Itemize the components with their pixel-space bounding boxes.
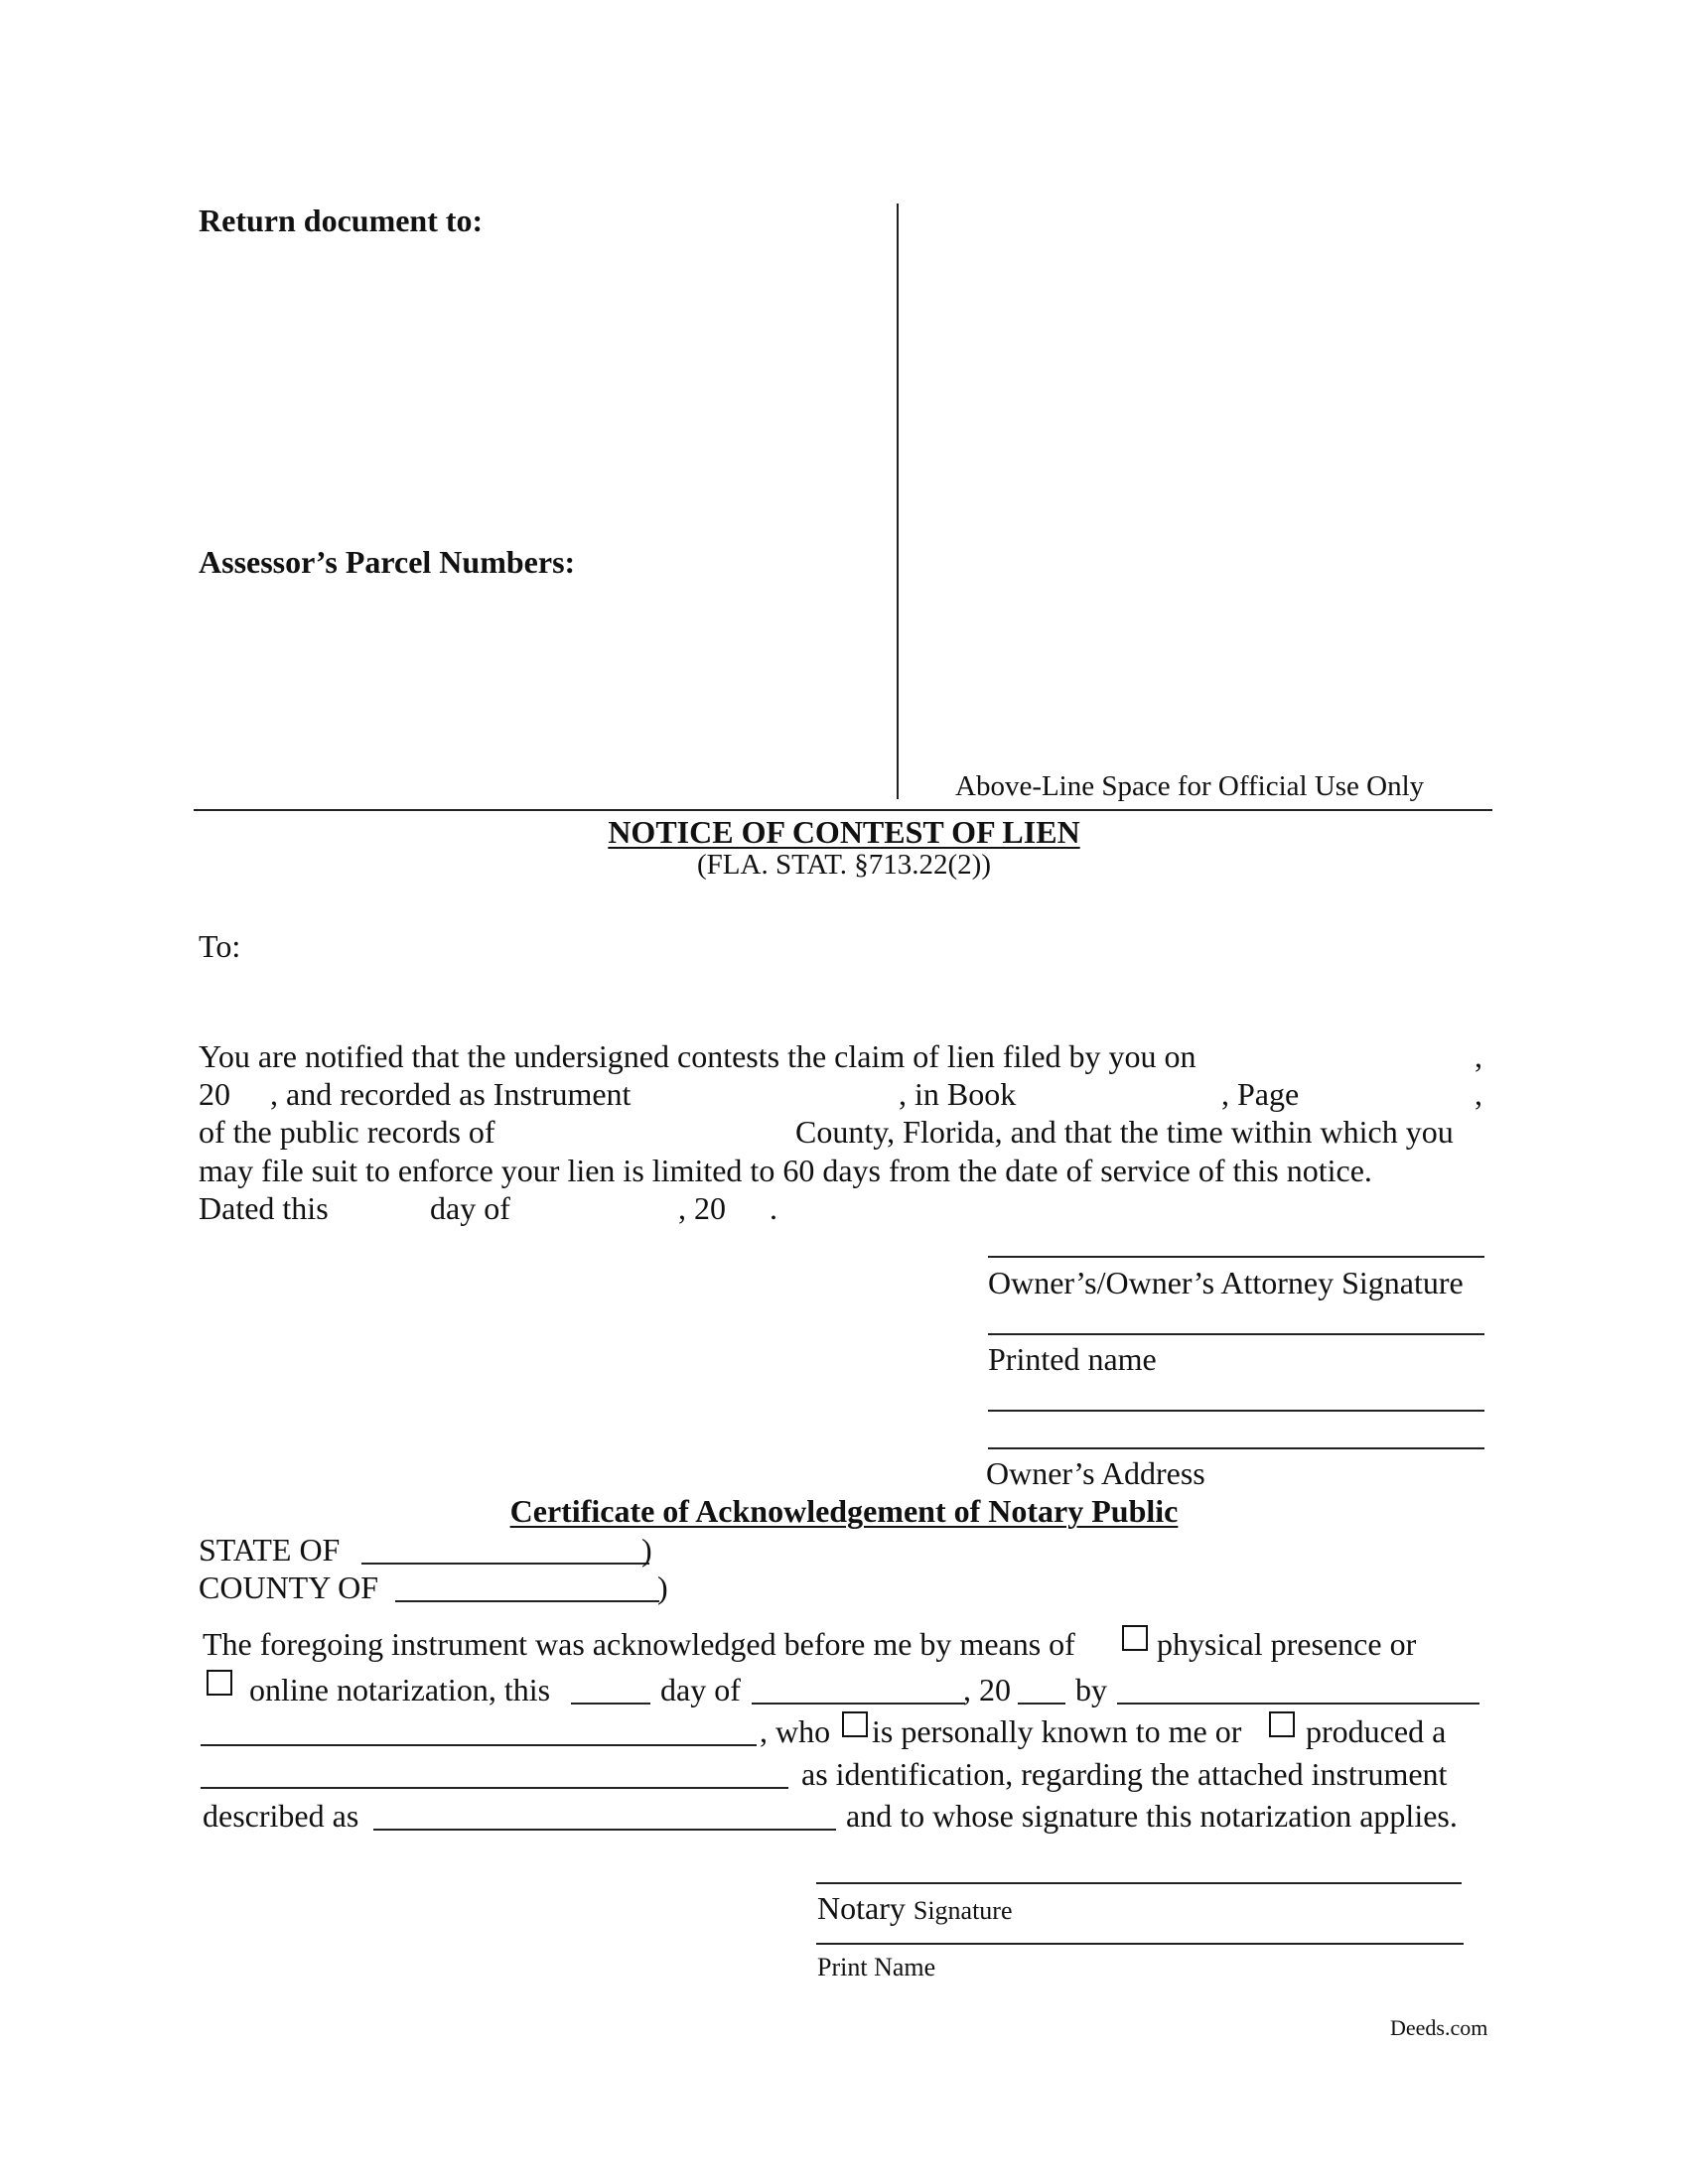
owner-signature-label: Owner’s/Owner’s Attorney Signature <box>988 1265 1464 1300</box>
return-document-label: Return document to: <box>199 203 484 238</box>
body-line-4: may file suit to enforce your lien is limited to 60 days from the date of service of this notice. <box>199 1153 1372 1188</box>
described-as-blank[interactable] <box>373 1828 836 1831</box>
notary-month-blank[interactable] <box>752 1702 965 1705</box>
day-of-label: day of <box>430 1190 510 1226</box>
print-name-line[interactable] <box>816 1943 1464 1945</box>
notary-year-label: , 20 <box>963 1672 1011 1707</box>
printed-name-label: Printed name <box>988 1341 1157 1377</box>
notary-day-of-label: day of <box>660 1672 741 1707</box>
produced-id-checkbox[interactable] <box>1269 1711 1295 1737</box>
document-title: NOTICE OF CONTEST OF LIEN <box>608 814 1080 850</box>
notary-signature-line[interactable] <box>816 1882 1462 1884</box>
body-line-1-comma: , <box>1475 1038 1482 1074</box>
notary-label: Notary <box>817 1890 906 1926</box>
statute-reference: (FLA. STAT. §713.22(2)) <box>697 849 991 881</box>
identification-blank[interactable] <box>201 1786 788 1789</box>
parcel-numbers-label: Assessor’s Parcel Numbers: <box>199 544 576 580</box>
year-label: , 20 <box>678 1190 726 1226</box>
who-label: , who <box>760 1713 831 1749</box>
personally-known-label: is personally known to me or <box>872 1713 1242 1749</box>
body-line-1: You are notified that the undersigned contests the claim of lien filed by you on <box>199 1038 1196 1074</box>
body-book-label: , in Book <box>899 1076 1017 1112</box>
personally-known-checkbox[interactable] <box>842 1711 868 1737</box>
deeds-brand: Deeds.com <box>1390 2015 1488 2040</box>
owner-signature-line[interactable] <box>988 1256 1484 1258</box>
body-instrument-label: , and recorded as Instrument <box>270 1076 632 1112</box>
county-paren: ) <box>657 1570 668 1605</box>
identification-text: as identification, regarding the attached instrument <box>801 1756 1448 1792</box>
dated-this-label: Dated this <box>199 1190 329 1226</box>
notary-by-blank[interactable] <box>1117 1702 1479 1705</box>
physical-presence-checkbox[interactable] <box>1122 1625 1148 1651</box>
state-blank[interactable] <box>361 1562 649 1565</box>
notarization-applies-text: and to whose signature this notarization applies. <box>846 1798 1458 1834</box>
online-notarization-label: online notarization, this <box>249 1672 551 1707</box>
print-name-label: Print Name <box>817 1953 936 1981</box>
recording-line <box>194 809 1492 811</box>
state-paren: ) <box>641 1532 652 1568</box>
described-as-label: described as <box>203 1798 359 1834</box>
county-blank[interactable] <box>395 1599 659 1602</box>
owner-address-line-2[interactable] <box>988 1447 1484 1449</box>
signer-name-blank[interactable] <box>201 1743 757 1746</box>
county-of-label: COUNTY OF <box>199 1570 379 1605</box>
period: . <box>770 1190 777 1226</box>
body-page-label: , Page <box>1221 1076 1300 1112</box>
notary-p1-text: The foregoing instrument was acknowledged before me by means of <box>203 1626 1075 1662</box>
body-county-text: County, Florida, and that the time within which you <box>795 1114 1454 1150</box>
body-line-2-comma: , <box>1475 1076 1482 1112</box>
state-of-label: STATE OF <box>199 1532 341 1568</box>
owner-address-label: Owner’s Address <box>986 1455 1205 1491</box>
official-use-label: Above-Line Space for Official Use Only <box>955 770 1425 802</box>
notary-year-blank[interactable] <box>1018 1702 1065 1705</box>
online-notarization-checkbox[interactable] <box>207 1670 232 1696</box>
to-label: To: <box>199 928 241 964</box>
body-year-prefix: 20 <box>199 1076 230 1112</box>
notary-day-blank[interactable] <box>571 1702 650 1705</box>
printed-name-line[interactable] <box>988 1333 1484 1335</box>
header-divider <box>897 204 899 799</box>
produced-label: produced a <box>1306 1713 1447 1749</box>
physical-presence-label: physical presence or <box>1157 1626 1417 1662</box>
owner-address-line-1[interactable] <box>988 1410 1484 1412</box>
notary-certificate-title: Certificate of Acknowledgement of Notary Public <box>509 1493 1179 1529</box>
body-public-records: of the public records of <box>199 1114 495 1150</box>
notary-by-label: by <box>1075 1672 1107 1707</box>
signature-label: Signature <box>913 1896 1013 1925</box>
